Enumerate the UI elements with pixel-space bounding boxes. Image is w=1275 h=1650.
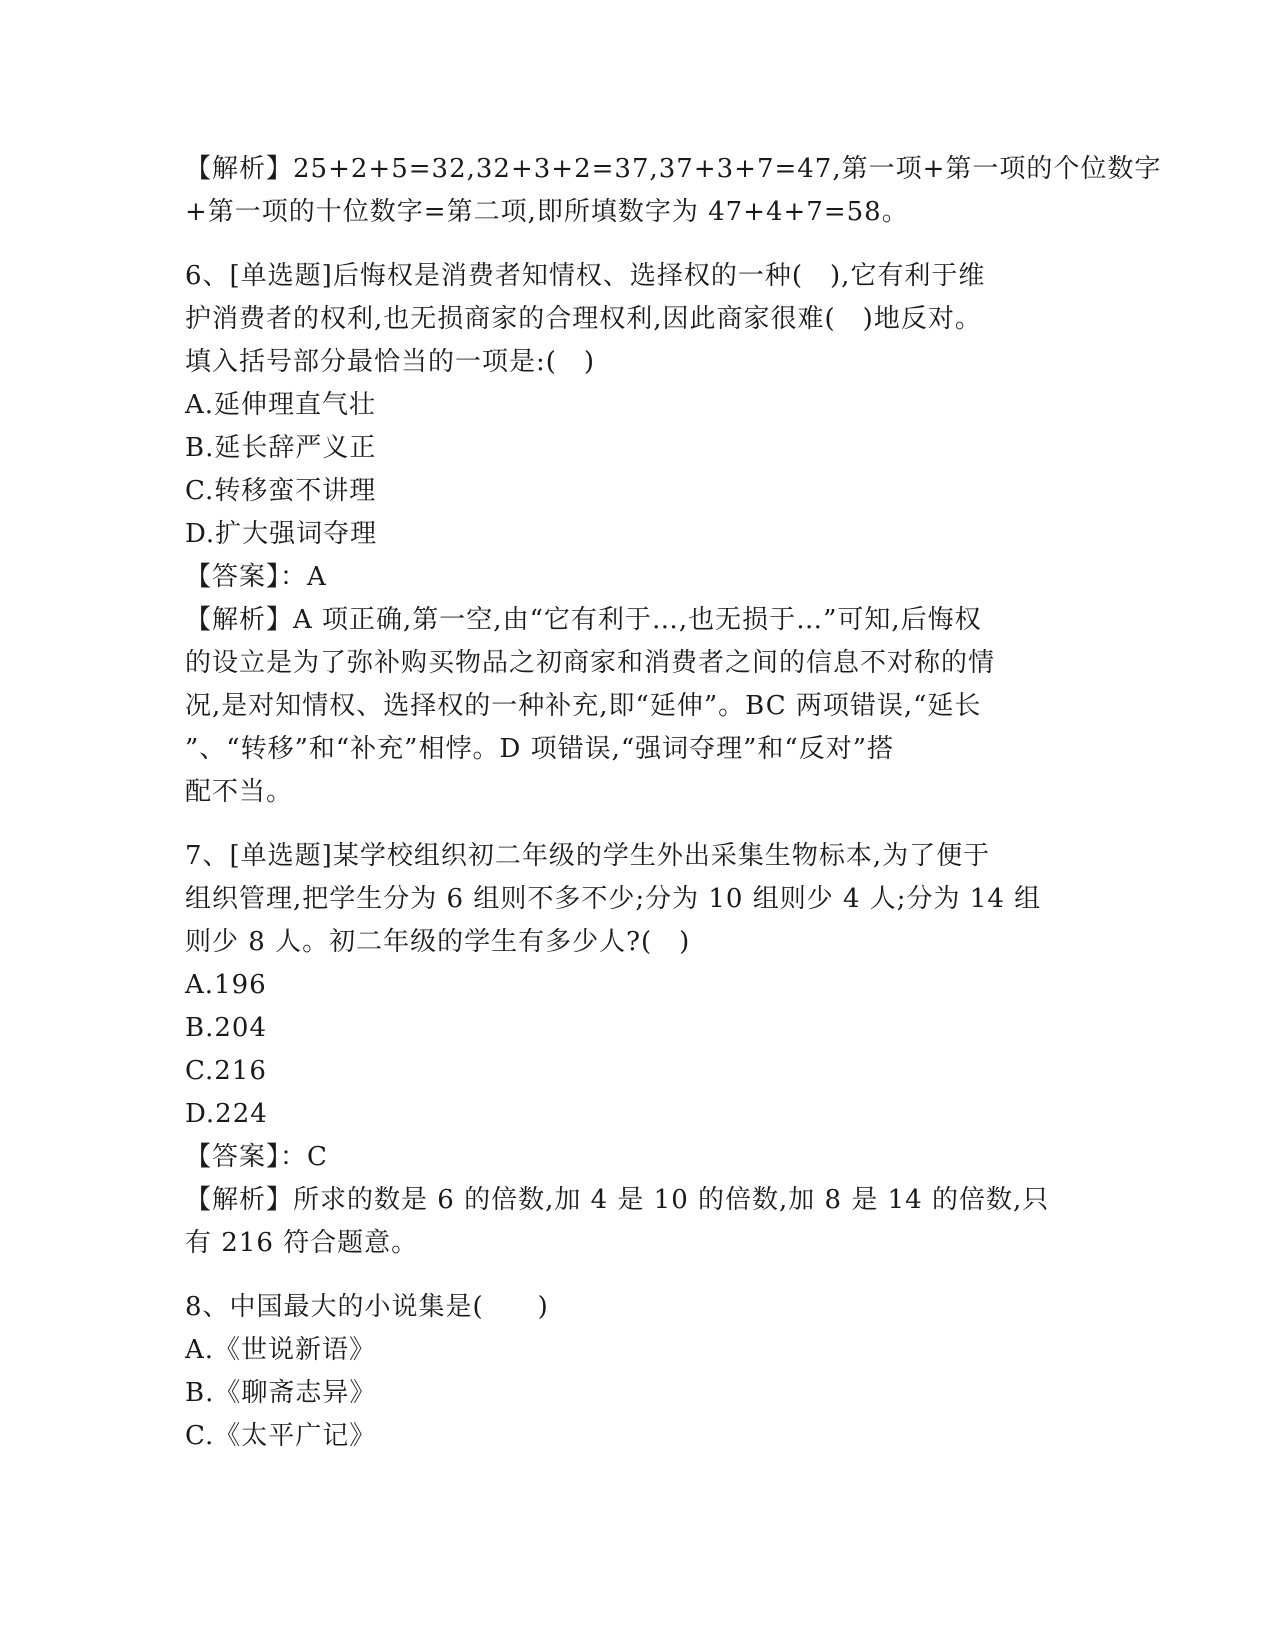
option-a: A.《世说新语》	[185, 1335, 377, 1365]
exam-page	[185, 148, 1162, 1458]
analysis-line: ”、“转移”和“补充”相悖。D 项错误,“强词夺理”和“反对”搭	[185, 734, 895, 764]
question-stem-line: 组织管理,把学生分为 6 组则不多不少;分为 10 组则少 4 人;分为 14 组	[185, 884, 1042, 914]
option-b: B.204	[185, 1013, 267, 1043]
analysis-line: +第一项的十位数字=第二项,即所填数字为 47+4+7=58。	[185, 197, 909, 227]
option-d: D.224	[185, 1099, 268, 1129]
analysis-line: 的设立是为了弥补购买物品之初商家和消费者之间的信息不对称的情	[185, 648, 996, 678]
option-c: C.转移蛮不讲理	[185, 476, 377, 506]
question-stem-line: 6、[单选题]后悔权是消费者知情权、选择权的一种( ),它有利于维	[185, 261, 986, 291]
analysis-line: 【解析】所求的数是 6 的倍数,加 4 是 10 的倍数,加 8 是 14 的倍数,只	[185, 1185, 1050, 1215]
question-stem-line: 填入括号部分最恰当的一项是:( )	[185, 347, 596, 377]
question-stem-line: 则少 8 人。初二年级的学生有多少人?( )	[185, 927, 691, 957]
analysis-line: 配不当。	[185, 777, 294, 807]
question-5-analysis	[185, 148, 1162, 234]
question-stem-line: 7、[单选题]某学校组织初二年级的学生外出采集生物标本,为了便于	[185, 841, 991, 871]
question-stem-line: 8、中国最大的小说集是( )	[185, 1292, 549, 1322]
option-a: A.延伸理直气壮	[185, 390, 377, 420]
option-b: B.《聊斋志异》	[185, 1378, 377, 1408]
analysis-line: 况,是对知情权、选择权的一种补充,即“延伸”。BC 两项错误,“延长	[185, 691, 982, 721]
option-c: C.216	[185, 1056, 267, 1086]
analysis-line: 有 216 符合题意。	[185, 1228, 419, 1258]
option-a: A.196	[185, 970, 267, 1000]
analysis-line: 【解析】25+2+5=32,32+3+2=37,37+3+7=47,第一项+第一项的个位数字	[185, 154, 1162, 184]
question-6	[185, 255, 1090, 814]
option-b: B.延长辞严义正	[185, 433, 377, 463]
option-d: D.扩大强词夺理	[185, 519, 378, 549]
question-7	[185, 835, 1090, 1265]
answer-line: 【答案】：C	[185, 1142, 328, 1172]
answer-line: 【答案】：A	[185, 562, 327, 592]
question-8	[185, 1286, 1090, 1458]
option-c: C.《太平广记》	[185, 1421, 377, 1451]
question-stem-line: 护消费者的权利,也无损商家的合理权利,因此商家很难( )地反对。	[185, 304, 982, 334]
analysis-line: 【解析】A 项正确,第一空,由“它有利于…,也无损于…”可知,后悔权	[185, 605, 982, 635]
